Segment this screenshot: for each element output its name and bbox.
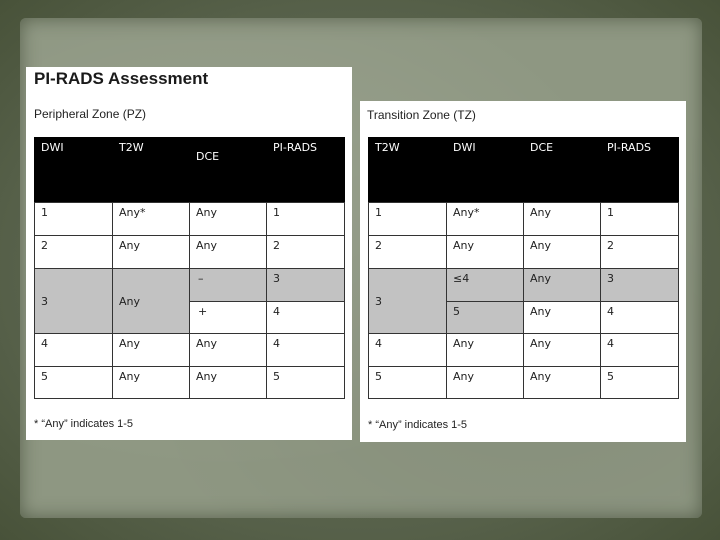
pz-cell: 3	[266, 268, 345, 302]
pz-cell: Any	[112, 366, 190, 399]
pz-header-dce: DCE	[189, 137, 267, 203]
tz-cell-merged: 3	[368, 268, 447, 334]
pz-header-pirads: PI-RADS	[266, 137, 345, 203]
pz-header-dwi: DWI	[34, 137, 113, 203]
tz-header-pirads: PI-RADS	[600, 137, 679, 203]
tz-header-dwi: DWI	[446, 137, 524, 203]
tz-cell: 3	[600, 268, 679, 302]
tz-cell: Any	[446, 333, 524, 367]
tz-table	[368, 137, 679, 399]
pz-header-t2w: T2W	[112, 137, 190, 203]
tz-header-dce: DCE	[523, 137, 601, 203]
pz-cell-merged: Any	[112, 268, 190, 334]
pz-cell: Any	[189, 333, 267, 367]
tz-cell: 5	[368, 366, 447, 399]
pz-cell: 4	[266, 333, 345, 367]
tz-cell: Any	[446, 235, 524, 269]
pz-footnote: * “Any” indicates 1-5	[34, 418, 134, 430]
pz-cell: 5	[34, 366, 113, 399]
tz-cell: 5	[600, 366, 679, 399]
tz-panel	[360, 101, 686, 442]
pz-cell: Any	[189, 202, 267, 236]
pz-cell: +	[189, 301, 267, 334]
tz-cell: Any	[523, 268, 601, 302]
pz-cell: 4	[34, 333, 113, 367]
tz-cell: 1	[368, 202, 447, 236]
tz-cell: 2	[600, 235, 679, 269]
pz-cell: –	[189, 268, 267, 302]
pz-cell: Any	[189, 366, 267, 399]
tz-cell: Any	[523, 333, 601, 367]
tz-footnote: * “Any” indicates 1-5	[368, 419, 468, 431]
tz-cell: Any	[523, 301, 601, 334]
pz-table	[34, 137, 345, 399]
pz-cell: 2	[266, 235, 345, 269]
pz-cell: 1	[34, 202, 113, 236]
pz-cell: 5	[266, 366, 345, 399]
page-title: PI-RADS Assessment	[34, 69, 209, 88]
tz-title: Transition Zone (TZ)	[367, 108, 476, 122]
tz-cell: 1	[600, 202, 679, 236]
pz-panel	[26, 67, 352, 440]
tz-cell: 4	[600, 301, 679, 334]
tz-cell: Any	[523, 366, 601, 399]
tz-cell: 4	[600, 333, 679, 367]
tz-cell: Any	[523, 235, 601, 269]
tz-cell: 4	[368, 333, 447, 367]
tz-header-t2w: T2W	[368, 137, 447, 203]
tz-cell: 2	[368, 235, 447, 269]
tz-cell: Any	[523, 202, 601, 236]
tz-cell: Any	[446, 366, 524, 399]
pz-cell: 2	[34, 235, 113, 269]
pz-cell: Any*	[112, 202, 190, 236]
pz-cell: Any	[112, 333, 190, 367]
tz-cell: 5	[446, 301, 524, 334]
pz-cell: 4	[266, 301, 345, 334]
tz-cell: Any*	[446, 202, 524, 236]
pz-cell: 1	[266, 202, 345, 236]
tz-cell: ≤4	[446, 268, 524, 302]
pz-title: Peripheral Zone (PZ)	[34, 107, 147, 121]
pz-cell: Any	[112, 235, 190, 269]
pz-cell-merged: 3	[34, 268, 113, 334]
pz-cell: Any	[189, 235, 267, 269]
